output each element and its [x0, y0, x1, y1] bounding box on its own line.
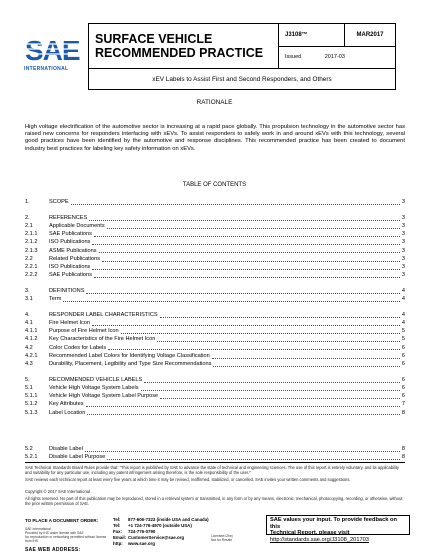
toc-leader-dots — [87, 410, 399, 416]
toc-entry-number: 2. — [25, 214, 30, 221]
toc-entry-page: 3 — [401, 272, 405, 279]
toc-entry[interactable] — [25, 400, 405, 408]
toc-entry-title: SAE Publications — [49, 272, 92, 279]
toc-leader-dots — [85, 446, 400, 452]
licensee-note — [211, 534, 266, 542]
fine-line-1: SAE International — [25, 527, 51, 531]
toc-entry-number: 4.1.2 — [25, 336, 38, 343]
toc-entry-title: DEFINITIONS — [49, 287, 85, 294]
issued-label: Issued — [285, 54, 302, 61]
toc-entry-title: Term — [49, 296, 62, 303]
toc-entry-title: Durability, Placement, Legibility and Type Size Recommendations — [49, 360, 212, 367]
toc-entry-number: 5.1.3 — [25, 409, 38, 416]
website-link[interactable]: www.sae.org — [128, 541, 155, 546]
toc-entry-title: Fire Helmet Icon — [49, 320, 91, 327]
toc-leader-dots — [108, 345, 400, 351]
toc-entry-title: SCOPE — [49, 199, 69, 205]
toc-entry-number: 2.1.3 — [25, 247, 38, 254]
toc-entry-title: Vehicle High Voltage System Labels — [49, 384, 139, 391]
toc-entry-title: Recommended Label Colors for Identifying Voltage Classification — [49, 352, 210, 359]
table-of-contents — [25, 198, 405, 461]
toc-entry-number: 2.1.1 — [25, 231, 38, 238]
toc-entry[interactable] — [25, 222, 405, 230]
toc-entry-page: 6 — [401, 344, 405, 351]
toc-entry-page: 8 — [401, 453, 405, 460]
rationale-heading: RATIONALE — [196, 99, 233, 106]
toc-entry-number: 4.3 — [25, 360, 33, 367]
toc-entry-page: 5 — [401, 328, 405, 335]
toc-entry-page: 3 — [401, 255, 405, 262]
toc-entry[interactable] — [25, 376, 405, 384]
title-line-2: RECOMMENDED PRACTICE — [95, 46, 264, 60]
toc-entry-page: 8 — [401, 445, 405, 452]
toc-entry[interactable] — [25, 255, 405, 263]
toc-entry[interactable] — [25, 287, 405, 295]
toc-entry-number: 4. — [25, 311, 30, 318]
toc-entry[interactable] — [25, 263, 405, 271]
sae-logo — [24, 24, 80, 72]
toc-entry-number: 2.1.2 — [25, 239, 38, 246]
toc-entry-page: 3 — [401, 199, 405, 205]
toc-entry-number: 3.1 — [25, 296, 33, 303]
toc-entry-page: 6 — [401, 384, 405, 391]
feedback-box — [266, 515, 410, 543]
toc-entry[interactable] — [25, 271, 405, 279]
toc-leader-dots — [141, 385, 400, 391]
toc-entry[interactable] — [25, 214, 405, 222]
toc-entry-page: 5 — [401, 336, 405, 343]
fax-label: Fax: — [113, 529, 123, 534]
toc-leader-dots — [157, 337, 400, 343]
toc-entry[interactable] — [25, 360, 405, 368]
toc-entry-number: 4.2 — [25, 344, 33, 351]
toc-leader-dots — [94, 232, 400, 238]
toc-entry-page: 3 — [401, 239, 405, 246]
toc-entry[interactable] — [25, 409, 405, 417]
toc-leader-dots — [86, 402, 400, 408]
toc-entry-number: 5.1 — [25, 384, 33, 391]
toc-entry-page: 3 — [401, 263, 405, 270]
toc-entry[interactable] — [25, 384, 405, 392]
toc-entry[interactable] — [25, 453, 405, 461]
toc-entry-title: Color Codes for Labels — [49, 344, 107, 351]
toc-entry-page: 4 — [401, 311, 405, 318]
footer-review-text: SAE reviews each technical report at least every five years at which time it may be revised, reaffirmed, stabilized, or cancelled. SAE invites your written comments and suggestions. — [25, 477, 351, 482]
toc-entry[interactable] — [25, 238, 405, 246]
document-subtitle: xEV Labels to Assist First and Second Responders, and Others — [89, 69, 396, 90]
feedback-line-2: Technical Report, please visit — [270, 530, 350, 537]
toc-leader-dots — [160, 312, 400, 318]
toc-entry-page: 3 — [401, 247, 405, 254]
toc-entry-number: 5.1.1 — [25, 393, 38, 400]
license-fineprint — [25, 527, 113, 543]
toc-entry-title: REFERENCES — [49, 214, 88, 221]
toc-leader-dots — [107, 223, 400, 229]
feedback-line-1: SAE values your input. To provide feedback on this — [270, 517, 397, 530]
toc-leader-dots — [92, 240, 400, 246]
tel-label: Tel: — [113, 517, 121, 522]
issued-value: 2017-03 — [324, 54, 345, 61]
email-label: Email: — [113, 535, 127, 540]
toc-entry-page: 3 — [401, 222, 405, 229]
toc-entry-number: 2.1 — [25, 222, 33, 229]
toc-entry-number: 5.1.2 — [25, 401, 38, 408]
toc-entry-title: Vehicle High Voltage System Label Purpose — [49, 393, 159, 400]
toc-entry-number: 5.2.1 — [25, 453, 38, 460]
toc-entry-title: RESPONDER LABEL CHARACTERISTICS — [49, 311, 158, 318]
toc-entry[interactable] — [25, 335, 405, 343]
toc-entry[interactable] — [25, 230, 405, 238]
issued-row — [279, 46, 396, 69]
toc-leader-dots — [89, 215, 400, 221]
toc-entry-title: Disable Label Purpose — [49, 453, 106, 460]
sae-web-address-label: SAE WEB ADDRESS: — [25, 547, 81, 553]
toc-leader-dots — [71, 199, 400, 205]
toc-entry-title: ASME Publications — [49, 247, 97, 254]
toc-entry[interactable] — [25, 295, 405, 303]
toc-entry[interactable] — [25, 247, 405, 255]
toc-entry-number: 4.1.1 — [25, 328, 38, 335]
order-label: TO PLACE A DOCUMENT ORDER: — [25, 518, 99, 523]
toc-entry-page: 4 — [401, 287, 405, 294]
toc-entry-title: SAE Publications — [49, 231, 92, 238]
document-header — [88, 23, 396, 90]
email-link[interactable]: CustomerService@sae.org — [128, 535, 185, 540]
toc-entry-number: 2.2.2 — [25, 272, 38, 279]
toc-leader-dots — [160, 393, 400, 399]
web-label: http: — [113, 541, 123, 546]
toc-entry-title: Disable Label — [49, 445, 83, 452]
toc-leader-dots — [86, 288, 399, 294]
title-line-1: SURFACE VEHICLE — [95, 32, 213, 46]
rationale-text: High voltage electrification of the automotive sector is increasing at a rapid pace globally. This propulsion technology in the automotive sector has raised new concerns for responders interfacing with xEVs. To assist responders to safely work in and around xEVs with this technology, several good practices have been identified by the automotive and response disciplines. This recommended practice has been created to document industry best practices for labeling key safety information on xEVs. — [25, 124, 405, 152]
toc-entry[interactable] — [25, 445, 405, 453]
toc-entry[interactable] — [25, 319, 405, 327]
toc-entry-number: 2.2.1 — [25, 263, 38, 270]
toc-leader-dots — [63, 296, 399, 302]
toc-entry[interactable] — [25, 344, 405, 352]
document-date: MAR2017 — [345, 24, 396, 47]
footer-divider — [25, 462, 405, 463]
toc-entry-title: ISO Publications — [49, 239, 91, 246]
toc-entry-title: Purpose of Fire Helmet Icon — [49, 328, 119, 335]
order-contacts — [113, 517, 209, 547]
toc-entry-title: Key Characteristics of the Fire Helmet Icon — [49, 336, 156, 343]
toc-entry-page: 6 — [401, 360, 405, 367]
document-number: J3108™ — [279, 24, 345, 47]
toc-entry-number: 5. — [25, 376, 30, 383]
toc-entry-number: 2.2 — [25, 255, 33, 262]
toc-entry-number: 1. — [25, 199, 30, 205]
feedback-link[interactable]: http://standards.sae.org/J3108_201703 — [270, 536, 369, 543]
toc-entry-title: ISO Publications — [49, 263, 91, 270]
licensee-line: Licensee=Zhej — [211, 534, 233, 538]
resale-line: Not for Resale — [211, 538, 233, 542]
toc-entry-page: 3 — [401, 214, 405, 221]
logo-subtext: INTERNATIONAL — [24, 66, 69, 72]
toc-entry-page: 4 — [401, 320, 405, 327]
footer-rights-text: All rights reserved. No part of this publication may be reproduced, stored in a retrieval system or transmitted, in any form or by any means, electronic, mechanical, photocopying, recording, or otherwise, without the prior written permission of SAE. — [25, 496, 403, 506]
fine-line-2: Provided by IHS under license with SAE — [25, 531, 84, 535]
toc-leader-dots — [144, 377, 400, 383]
toc-leader-dots — [92, 264, 400, 270]
toc-leader-dots — [121, 329, 400, 335]
toc-leader-dots — [102, 256, 400, 262]
fine-line-3: No reproduction or networking permitted without license from IHS — [25, 535, 107, 543]
toc-entry-page: 3 — [401, 231, 405, 238]
toc-entry-page: 6 — [401, 352, 405, 359]
svg-text:SAE: SAE — [25, 35, 80, 66]
toc-entry[interactable] — [25, 327, 405, 335]
toc-entry-page: 8 — [401, 409, 405, 416]
toc-entry-page: 4 — [401, 296, 405, 303]
toc-entry-title: Related Publications — [49, 255, 100, 262]
tel2-value: +1 724-776-4970 (outside USA) — [128, 523, 192, 528]
toc-leader-dots — [94, 272, 400, 278]
toc-heading: TABLE OF CONTENTS — [182, 182, 247, 188]
toc-entry-title: Label Location — [49, 409, 86, 416]
toc-leader-dots — [213, 361, 399, 367]
toc-entry-number: 4.2.1 — [25, 352, 38, 359]
toc-entry-page: 6 — [401, 376, 405, 383]
toc-entry-page: 6 — [401, 393, 405, 400]
tel2-label: Tel: — [113, 523, 121, 528]
toc-entry[interactable] — [25, 198, 405, 206]
toc-leader-dots — [212, 353, 400, 359]
document-type-title — [89, 24, 279, 69]
toc-entry[interactable] — [25, 392, 405, 400]
tel-value: 877-606-7323 (inside USA and Canada) — [128, 517, 209, 522]
fax-value: 724-776-0790 — [128, 529, 156, 534]
toc-entry-title: RECOMMENDED VEHICLE LABELS — [49, 376, 143, 383]
toc-entry-number: 3. — [25, 287, 30, 294]
toc-leader-dots — [107, 454, 400, 460]
toc-leader-dots — [92, 320, 400, 326]
toc-entry[interactable] — [25, 311, 405, 319]
toc-entry-page: 7 — [401, 401, 405, 408]
toc-entry[interactable] — [25, 352, 405, 360]
toc-entry-title: Applicable Documents — [49, 222, 105, 229]
toc-entry-number: 5.2 — [25, 445, 33, 452]
footer-rules-text: SAE Technical Standards Board Rules provide that: "This report is published by SAE to advance the state of technical and engineering sciences. The use of this report is entirely voluntary, and its applicability and suitability for any particular use, including any patent infringement arising therefore, is the sole responsibility of the user." — [25, 465, 399, 475]
toc-entry-number: 4.1 — [25, 320, 33, 327]
toc-entry-title: Key Attributes — [49, 401, 84, 408]
footer-copyright: Copyright © 2017 SAE International — [25, 489, 90, 494]
toc-leader-dots — [99, 248, 400, 254]
